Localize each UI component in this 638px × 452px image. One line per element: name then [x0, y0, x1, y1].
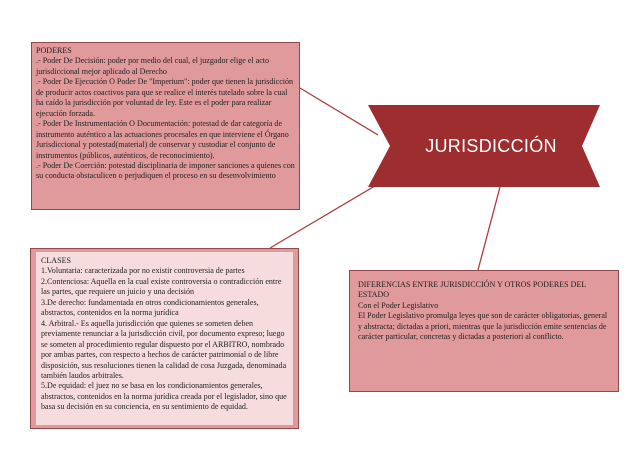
jurisdiccion-title: JURISDICCIÓN — [425, 135, 557, 156]
jurisdiccion-node — [368, 105, 600, 187]
poderes-box — [31, 42, 300, 210]
poder-decision: .- Poder De Decisión: poder por medio del cual, el juzgador elige el acto jurisdiccional mejor aplicado al Derecho — [36, 56, 270, 76]
clase-arbitral: 4. Arbitral.- Es aquella jurisdicción que quienes se someten deben previamente renunciar a la jurisdicción civil, por documento expreso; luego se someten al procedimiento regular dispuesto por el ARBITRO, nombrado por ambas partes, con respecto a hechos de carácter patrimonial o de libre disposición, sus resoluciones tienen la calidad de cosa Juzgada, denominada también laudos arbitrales. — [41, 318, 287, 380]
clases-heading: CLASES — [41, 256, 71, 265]
clase-voluntaria: 1.Voluntaria: caracterizada por no existir controversia de partes — [41, 266, 245, 276]
poderes-heading: PODERES — [36, 46, 72, 55]
poder-instrumentacion: .- Poder De Instrumentación O Documentación: potestad de dar categoría de instrumento auténtico a las actuaciones procesales en que interviene el Órgano Jurisdiccional y potestad(material) de conservar y custodiar el conjunto de instrumentos (públicos, auténticos, de reconocimiento). — [36, 119, 289, 160]
diferencias-text: El Poder Legislativo promulga leyes que son de carácter obligatorias, general y abstracta; dictadas a priori, mientras que la jurisdicción emite sentencias de carácter particular, concretas y dictadas a posteriori al conflicto. — [358, 311, 608, 342]
diferencias-box — [349, 270, 619, 392]
diferencias-subheading: Con el Poder Legislativo — [358, 300, 439, 310]
clases-box — [30, 248, 299, 429]
clase-contenciosa: 2.Contenciosa: Aquella en la cual existe controversia o contradicción entre las partes, que requiere un juicio y una decisión — [41, 276, 282, 297]
poder-coercion: .- Poder De Coerción: potestad disciplinaria de imponer sanciones a quienes con su conducta obstaculicen o perjudiquen el proceso en su desenvolvimiento — [36, 160, 295, 181]
connector-diferencias — [478, 187, 500, 270]
connector-poderes — [300, 88, 378, 135]
diferencias-heading: DIFERENCIAS ENTRE JURISDICCIÓN Y OTROS PODERES DEL ESTADO — [358, 280, 587, 300]
clases-inner-panel — [36, 252, 293, 425]
clase-de-equidad: 5.De equidad: el juez no se basa en los condicionamientos generales, abstractos, contenidos en la norma jurídica creada por el legislador, sino que basa su decisión en su conciencia, en su sentimiento de equidad. — [41, 381, 287, 412]
clase-de-derecho: 3.De derecho: fundamentada en otros condicionamientos generales, abstractos, contenidos en la norma jurídica — [41, 297, 259, 318]
poder-ejecucion: .- Poder De Ejecución O Poder De "Imperium": poder que tienen la jurisdicción de producir actos coactivos para que se realice el interés tutelado sobre la cual ha caído la jurisdicción por voluntad de ley. Este es el poder para realizar ejecución forzada. — [36, 77, 294, 118]
